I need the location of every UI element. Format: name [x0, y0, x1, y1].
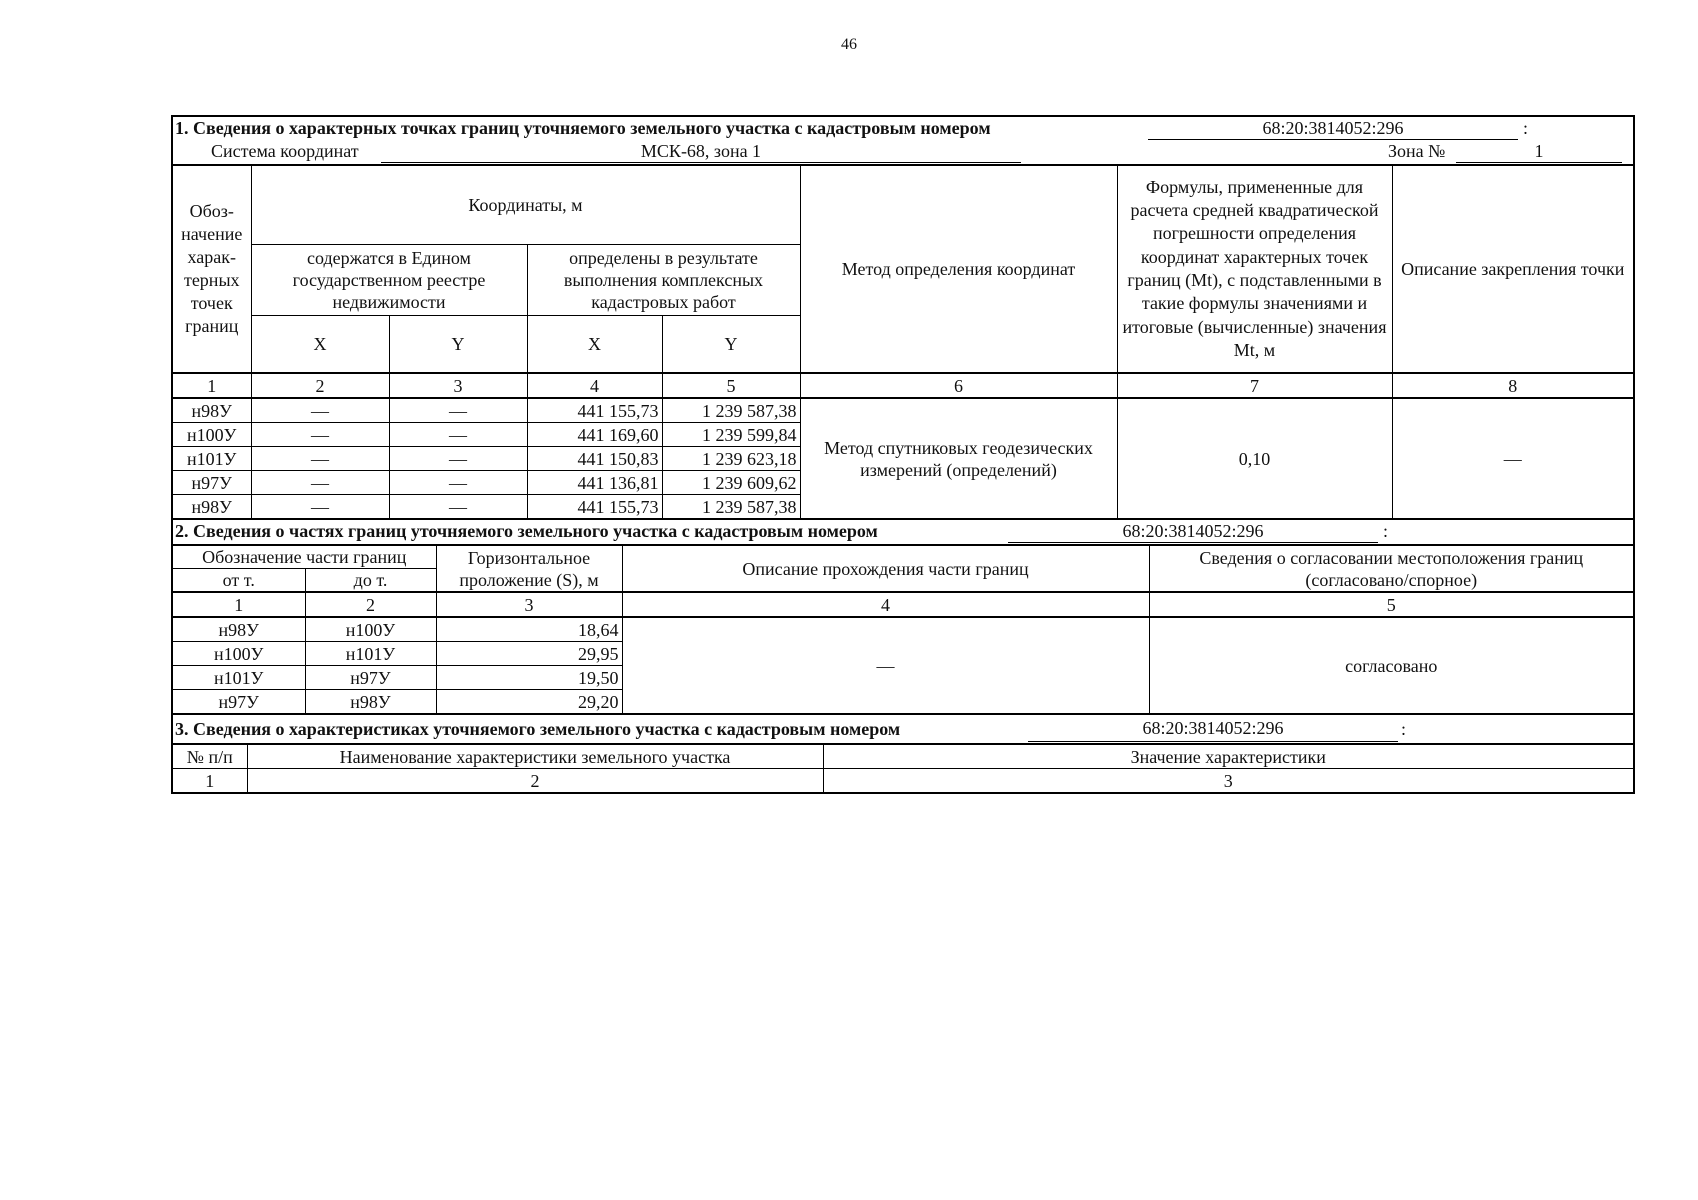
- x-egrn: —: [251, 495, 389, 520]
- method-value: Метод спутниковых геодезических измерений (определений): [800, 398, 1117, 519]
- section3-cadastral-number: 68:20:3814052:296: [1028, 715, 1398, 742]
- table-row: [173, 617, 1633, 642]
- x-complex: 441 155,73: [527, 495, 662, 520]
- y-complex: 1 239 609,62: [662, 471, 800, 495]
- col-num: 3: [823, 769, 1633, 793]
- from-point: н100У: [173, 642, 305, 666]
- section1-colon: :: [1523, 118, 1529, 138]
- section1-title-row: [173, 117, 1633, 140]
- section2-table: [173, 546, 1633, 715]
- section2-cadastral-number: 68:20:3814052:296: [1008, 520, 1378, 543]
- x-complex: 441 155,73: [527, 398, 662, 423]
- section2-colon: :: [1383, 521, 1389, 541]
- column-numbers-row: [173, 592, 1633, 617]
- to-point: н97У: [305, 666, 436, 690]
- col-num: 7: [1117, 373, 1392, 398]
- section3-colon: :: [1401, 719, 1407, 739]
- section3-title: 3. Сведения о характеристиках уточняемого земельного участка с кадастровым номером: [175, 719, 901, 739]
- section1-table: [173, 166, 1633, 520]
- section2-title-row: [173, 520, 1633, 546]
- x-egrn: —: [251, 398, 389, 423]
- y-complex: 1 239 599,84: [662, 423, 800, 447]
- header-y1: Y: [389, 316, 527, 374]
- header-complex: определены в результате выполнения комплексных кадастровых работ: [527, 245, 800, 316]
- y-egrn: —: [389, 398, 527, 423]
- x-egrn: —: [251, 447, 389, 471]
- header-x1: X: [251, 316, 389, 374]
- y-egrn: —: [389, 495, 527, 520]
- point-name: н98У: [173, 495, 251, 520]
- y-egrn: —: [389, 471, 527, 495]
- zone-value: 1: [1456, 140, 1622, 163]
- horizontal-length: 19,50: [436, 666, 622, 690]
- page-number: 46: [841, 36, 857, 53]
- to-point: н100У: [305, 617, 436, 642]
- col-num: 4: [527, 373, 662, 398]
- y-complex: 1 239 587,38: [662, 495, 800, 520]
- x-complex: 441 150,83: [527, 447, 662, 471]
- col-num: 1: [173, 592, 305, 617]
- section1-cadastral-number: 68:20:3814052:296: [1148, 117, 1518, 140]
- section3-header-row: [173, 745, 1633, 769]
- header-value: Значение характеристики: [823, 745, 1633, 769]
- x-complex: 441 169,60: [527, 423, 662, 447]
- column-numbers-row: [173, 373, 1633, 398]
- header-fixing: Описание закрепления точки: [1392, 166, 1633, 373]
- horizontal-length: 29,95: [436, 642, 622, 666]
- header-from: от т.: [173, 569, 305, 593]
- col-num: 4: [622, 592, 1149, 617]
- x-egrn: —: [251, 471, 389, 495]
- description-value: —: [622, 617, 1149, 714]
- table-row: [173, 398, 1633, 423]
- col-num: 1: [173, 769, 247, 793]
- col-num: 1: [173, 373, 251, 398]
- section3-table: [173, 745, 1633, 792]
- col-num: 3: [389, 373, 527, 398]
- point-name: н101У: [173, 447, 251, 471]
- horizontal-length: 29,20: [436, 690, 622, 715]
- header-description: Описание прохождения части границ: [622, 546, 1149, 592]
- header-designation: Обоз-начение харак-терных точек границ: [173, 166, 251, 373]
- header-name: Наименование характеристики земельного участка: [247, 745, 823, 769]
- coord-system-row: [173, 140, 1633, 166]
- coord-system-value: МСК-68, зона 1: [381, 140, 1021, 163]
- col-num: 5: [1149, 592, 1633, 617]
- mt-value: 0,10: [1117, 398, 1392, 519]
- header-agreement: Сведения о согласовании местоположения границ (согласовано/спорное): [1149, 546, 1633, 592]
- header-y2: Y: [662, 316, 800, 374]
- header-coordinates: Координаты, м: [251, 166, 800, 245]
- x-complex: 441 136,81: [527, 471, 662, 495]
- point-name: н97У: [173, 471, 251, 495]
- column-numbers-row: [173, 769, 1633, 793]
- header-to: до т.: [305, 569, 436, 593]
- header-formulas: Формулы, примененные для расчета средней квадратической погрешности определения координат характерных точек границ (Mt), с подставленными в такие формулы значениями и итоговые (вычисленные) значения Mt, м: [1117, 166, 1392, 373]
- fixing-value: —: [1392, 398, 1633, 519]
- cadastral-form: [171, 115, 1635, 794]
- header-num: № п/п: [173, 745, 247, 769]
- coord-system-label: Система координат: [211, 141, 359, 161]
- col-num: 3: [436, 592, 622, 617]
- y-egrn: —: [389, 423, 527, 447]
- header-x2: X: [527, 316, 662, 374]
- col-num: 6: [800, 373, 1117, 398]
- point-name: н98У: [173, 398, 251, 423]
- col-num: 2: [247, 769, 823, 793]
- header-part-designation: Обозначение части границ: [173, 546, 436, 569]
- y-complex: 1 239 623,18: [662, 447, 800, 471]
- from-point: н97У: [173, 690, 305, 715]
- y-complex: 1 239 587,38: [662, 398, 800, 423]
- header-horizontal: Горизонтальное проложение (S), м: [436, 546, 622, 592]
- to-point: н98У: [305, 690, 436, 715]
- x-egrn: —: [251, 423, 389, 447]
- section3-title-row: [173, 715, 1633, 745]
- col-num: 2: [305, 592, 436, 617]
- from-point: н101У: [173, 666, 305, 690]
- from-point: н98У: [173, 617, 305, 642]
- col-num: 2: [251, 373, 389, 398]
- col-num: 8: [1392, 373, 1633, 398]
- section1-title: 1. Сведения о характерных точках границ уточняемого земельного участка с кадастровым номером: [175, 118, 991, 138]
- header-method: Метод определения координат: [800, 166, 1117, 373]
- zone-label: Зона №: [1388, 141, 1446, 161]
- col-num: 5: [662, 373, 800, 398]
- section2-title: 2. Сведения о частях границ уточняемого земельного участка с кадастровым номером: [175, 521, 878, 541]
- header-egrn: содержатся в Едином государственном реестре недвижимости: [251, 245, 527, 316]
- y-egrn: —: [389, 447, 527, 471]
- point-name: н100У: [173, 423, 251, 447]
- to-point: н101У: [305, 642, 436, 666]
- agreement-value: согласовано: [1149, 617, 1633, 714]
- horizontal-length: 18,64: [436, 617, 622, 642]
